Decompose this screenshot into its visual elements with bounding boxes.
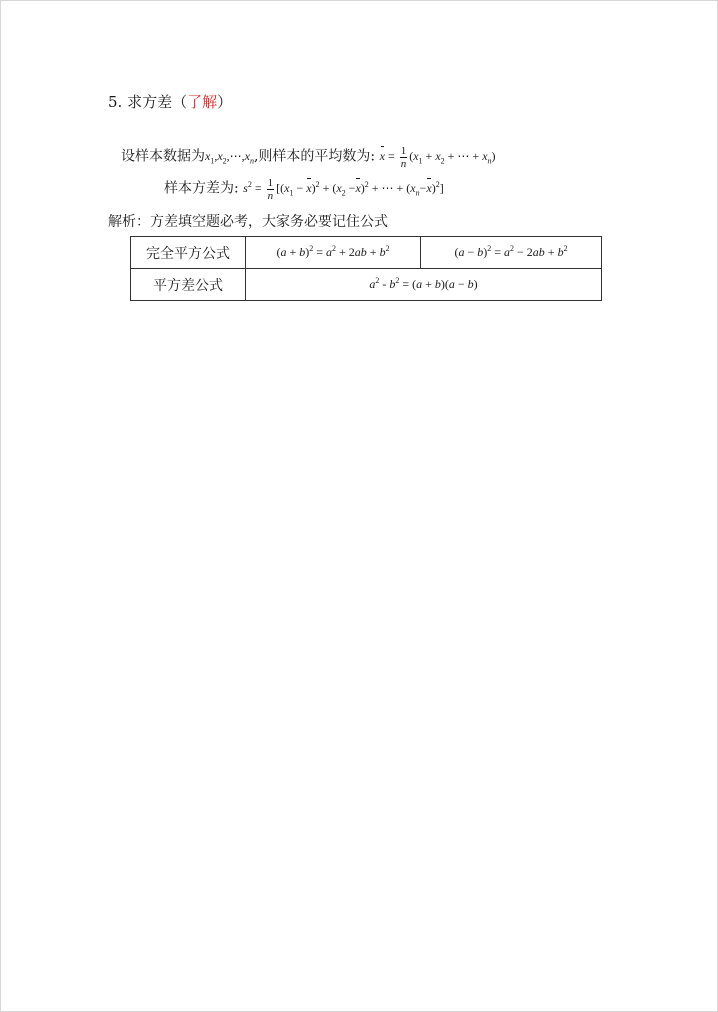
section-tag: 了解 [187, 93, 218, 111]
variance-prefix: 样本方差为: [164, 180, 239, 197]
formula-table [130, 236, 602, 301]
mean-middle: ,则样本的平均数为: [253, 148, 376, 165]
section-close: ） [217, 93, 233, 111]
section-title: 求方差（ [127, 93, 188, 111]
perfect-square-label: 完全平方公式 [131, 237, 246, 269]
section-heading [108, 92, 232, 112]
mean-definition-line [121, 145, 496, 170]
difference-of-squares-formula: $a^2 - b^2 = (a + b)(a - b)$ [246, 269, 602, 301]
table-row [131, 269, 602, 301]
sample-data-formula: $x_1,x_2,\cdots,x_n$ [205, 149, 254, 166]
analysis-text: 解析：方差填空题必考，大家务必要记住公式 [108, 214, 388, 230]
variance-definition-line [164, 177, 444, 202]
variance-formula: $s^2$ = $\frac{1}{n}$ [$(x_1 - x)^2 + (x_2 -x)^2$ + ⋯ + $(x_n-x)^2$] [243, 177, 444, 202]
mean-prefix: 设样本数据为 [121, 148, 205, 165]
mean-formula: x = $\frac{1}{n}$ ($x_1 + x_2$ + ⋯ + $x_n$) [379, 145, 496, 170]
section-number: 5. [108, 93, 123, 111]
table-row [131, 237, 602, 269]
sum-square-formula: $(a + b)^2 = a^2 + 2ab + b^2$ [246, 237, 421, 269]
difference-of-squares-label: 平方差公式 [131, 269, 246, 301]
difference-square-formula: $(a - b)^2 = a^2 - 2ab + b^2$ [421, 237, 602, 269]
